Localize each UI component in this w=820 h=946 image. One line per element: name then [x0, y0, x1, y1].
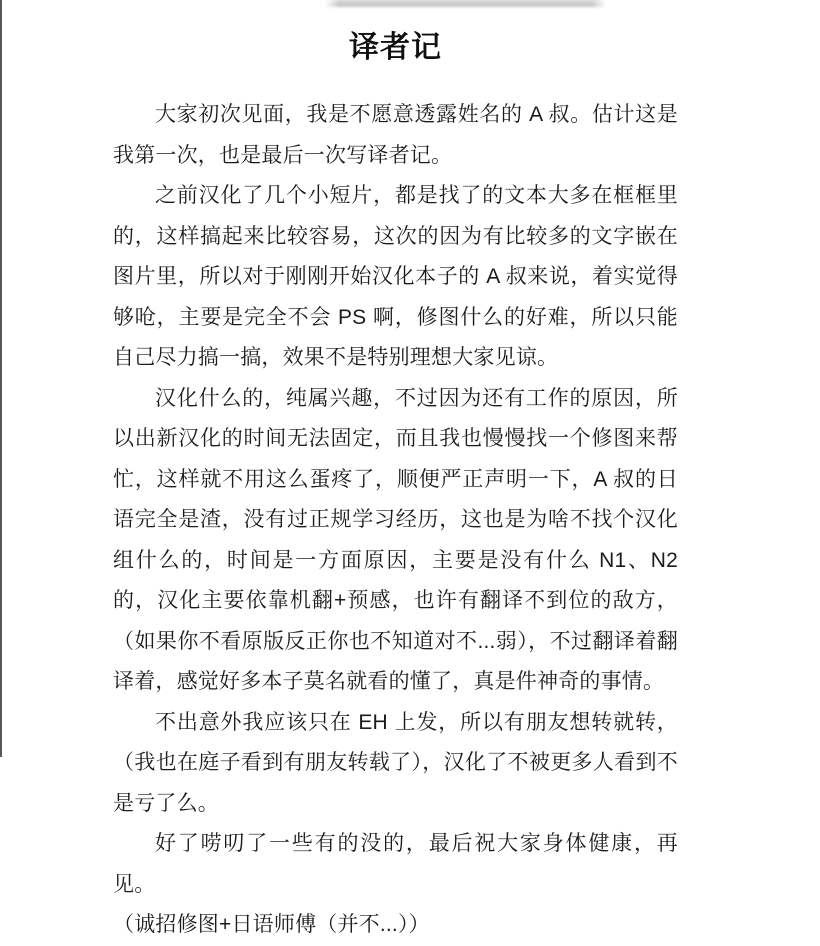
paragraph-release: 不出意外我应该只在 EH 上发，所以有朋友想转就转，（我也在庭子看到有朋友转载了），汉化了不被更多人看到不是亏了么。 — [113, 710, 678, 815]
paragraph-hobby: 汉化什么的，纯属兴趣，不过因为还有工作的原因，所以出新汉化的时间无法固定，而且我也慢慢找一个修图来帮忙，这样就不用这么蛋疼了，顺便严正声明一下，A 叔的日语完全是渣，没有过正规学习经历，这也是为啥不找个汉化组什么的，时间是一方面原因，主要是没有什么 N1、N2 的，汉化主要依靠机翻+预感，也许有翻译不到位的敌方，（如果你不看原版反正你也不知道对不...弱），不过翻译着翻译着，感觉好多本子莫名就看的懂了，真是件神奇的事情。 — [113, 386, 678, 693]
top-toolbar-shadow — [325, 0, 606, 9]
paragraph-recruit-note: （诚招修图+日语师傅（并不...）） — [113, 913, 430, 936]
left-border-line — [0, 0, 2, 757]
paragraph-process: 之前汉化了几个小短片，都是找了的文本大多在框框里的，这样搞起来比较容易，这次的因为有比较多的文字嵌在图片里，所以对于刚刚开始汉化本子的 A 叔来说，着实觉得够呛，主要是完全不会 PS 啊，修图什么的好难，所以只能自己尽力搞一搞，效果不是特别理想大家见谅。 — [113, 184, 678, 369]
paragraph-farewell: 好了唠叨了一些有的没的，最后祝大家身体健康，再见。 — [113, 832, 678, 896]
document-body — [113, 95, 678, 946]
page-title: 译者记 — [349, 31, 442, 64]
paragraph-intro: 大家初次见面，我是不愿意透露姓名的 A 叔。估计这是我第一次，也是最后一次写译者记。 — [113, 103, 678, 167]
